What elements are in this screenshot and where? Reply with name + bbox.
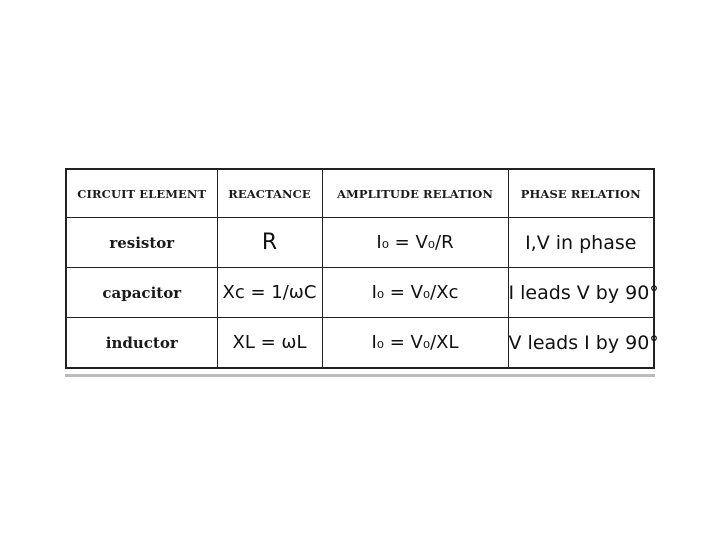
amplitude-cell [322, 268, 508, 318]
phase-cell [508, 218, 654, 268]
scan-edge-divider [65, 374, 655, 377]
element-cell: inductor [66, 318, 217, 369]
table-row-inductor [66, 318, 654, 369]
element-cell: capacitor [66, 268, 217, 318]
amplitude-value: I₀ = V₀/XL [371, 332, 459, 353]
reactance-value: XL = ωL [232, 332, 307, 353]
amplitude-cell [322, 318, 508, 369]
reactance-cell [217, 268, 322, 318]
table-row-resistor [66, 218, 654, 268]
reactance-value: R [261, 230, 278, 255]
phase-value: V leads I by 90° [508, 331, 659, 354]
header-phase-relation: PHASE RELATION [508, 169, 654, 218]
amplitude-value: I₀ = V₀/Xc [371, 282, 459, 303]
header-circuit-element: CIRCUIT ELEMENT [66, 169, 217, 218]
phase-value: I leads V by 90° [508, 281, 659, 304]
phase-cell [508, 318, 659, 369]
element-cell: resistor [66, 218, 217, 268]
amplitude-value: I₀ = V₀/R [376, 232, 454, 253]
header-amplitude-relation: AMPLITUDE RELATION [322, 169, 508, 218]
header-row [66, 169, 654, 218]
reactance-cell [217, 318, 322, 369]
reactance-table-region [65, 168, 659, 375]
reactance-value: Xc = 1/ωC [222, 282, 317, 303]
phase-value: I,V in phase [525, 231, 637, 254]
circuit-element-table [65, 168, 659, 369]
amplitude-cell [322, 218, 508, 268]
header-reactance: REACTANCE [217, 169, 322, 218]
table-row-capacitor [66, 268, 654, 318]
phase-cell [508, 268, 659, 318]
reactance-cell [217, 218, 322, 268]
